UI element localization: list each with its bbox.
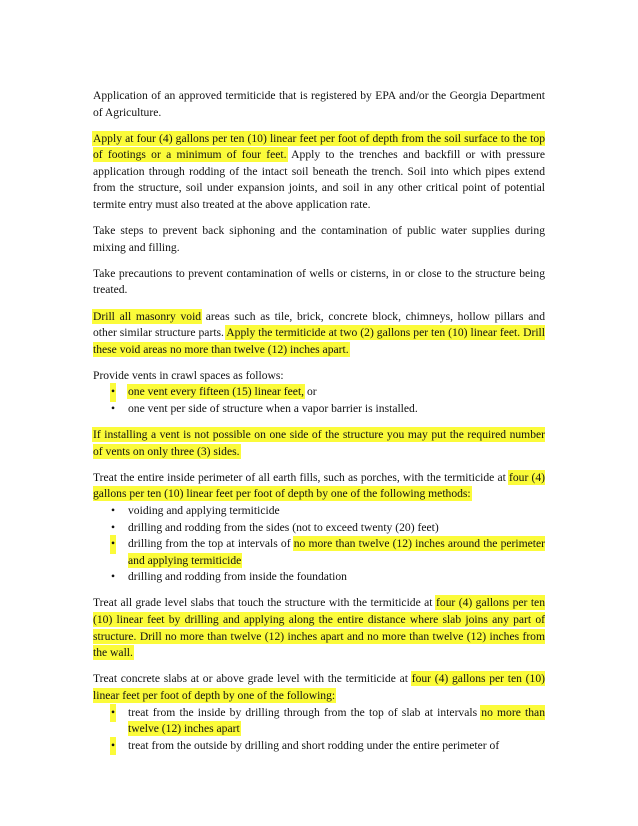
- paragraph-concrete-slabs: [93, 671, 545, 704]
- paragraph-text: areas such as tile, brick, concrete block, chimneys, hollow pillars and other similar structure parts.: [93, 309, 545, 340]
- section-concrete-slabs: [93, 671, 545, 754]
- paragraph-vent-not-possible: [93, 427, 545, 460]
- paragraph-wells-cisterns: [93, 266, 545, 299]
- bullet-icon: •: [111, 402, 116, 415]
- bullet-list: [93, 503, 545, 586]
- bullet-icon: •: [111, 536, 115, 553]
- paragraph-text: Treat concrete slabs at or above grade level with the termiticide at: [93, 672, 412, 686]
- list-item-text: drilling from the top at intervals of: [128, 537, 294, 551]
- bullet-list: [93, 705, 545, 755]
- bullet-icon: •: [111, 705, 115, 722]
- paragraph-text: Treat the entire inside perimeter of all earth fills, such as porches, with the termiticide at: [93, 470, 509, 484]
- paragraph-back-siphoning: [93, 223, 545, 256]
- list-item: [93, 384, 545, 401]
- paragraph-text: Apply to the trenches and backfill or with pressure application through rodding of the intact soil beneath the trench. Soil into which pipes extend from the structure, soil under expansion joints, and soil in any other critical point of potential termite entry must also treated at the above application rate.: [93, 148, 545, 212]
- list-item-text: drilling and rodding from the sides (not to exceed twenty (20) feet): [128, 520, 439, 534]
- bullet-icon: •: [111, 520, 116, 534]
- list-item-text: or: [304, 385, 317, 399]
- document-page: [93, 88, 545, 754]
- paragraph-approved-termiticide: [93, 88, 545, 121]
- bullet-icon: •: [111, 570, 116, 584]
- paragraph-text: Provide vents in crawl spaces as follows:: [93, 368, 284, 382]
- paragraph-vents-intro: [93, 368, 545, 385]
- list-item-text: treat from the outside by drilling and short rodding under the entire perimeter of: [128, 738, 500, 752]
- highlighted-text: no more than twelve (12) inches apart: [128, 705, 545, 736]
- paragraph-text: Treat all grade level slabs that touch the structure with the termiticide at: [93, 596, 436, 610]
- highlighted-text: one vent every fifteen (15) linear feet,: [128, 385, 305, 399]
- list-item: [93, 705, 545, 738]
- list-item-text: drilling and rodding from inside the foundation: [128, 570, 347, 584]
- bullet-icon: •: [111, 384, 115, 401]
- highlighted-text: four (4) gallons per ten (10) linear feet per foot of depth by one of the following methods:: [93, 470, 546, 501]
- highlighted-text: Drill all masonry void: [93, 309, 202, 323]
- highlighted-text: Apply the termiticide at two (2) gallons per ten (10) linear feet. Drill these void areas no more than twelve (12) inches apart.: [93, 326, 545, 356]
- list-item: [93, 503, 545, 520]
- bullet-list: [93, 384, 545, 417]
- list-item: [93, 569, 545, 586]
- paragraph-text: Take precautions to prevent contamination of wells or cisterns, in or close to the structure being treated.: [93, 266, 545, 297]
- list-item-text: one vent per side of structure when a vapor barrier is installed.: [128, 402, 418, 415]
- paragraph-text: Take steps to prevent back siphoning and the contamination of public water supplies during mixing and filling.: [93, 224, 545, 254]
- paragraph-masonry-void: [93, 309, 545, 359]
- list-item: [93, 738, 545, 755]
- section-crawl-space-vents: [93, 368, 545, 418]
- paragraph-text: Application of an approved termiticide that is registered by EPA and/or the Georgia Department of Agriculture.: [93, 89, 545, 119]
- paragraph-grade-level-slabs: [93, 595, 545, 661]
- paragraph-application-rate: [93, 131, 545, 214]
- highlighted-text: Apply at four (4) gallons per ten (10) linear feet per foot of depth from the soil surface to the top of footings or a minimum of four feet.: [93, 131, 545, 162]
- section-earth-fills: [93, 470, 545, 586]
- bullet-icon: •: [111, 503, 116, 517]
- highlighted-text: If installing a vent is not possible on one side of the structure you may put the required number of vents on only three (3) sides.: [93, 428, 545, 458]
- list-item: [93, 520, 545, 537]
- list-item-text: treat from the inside by drilling through from the top of slab at intervals: [128, 705, 482, 719]
- highlighted-text: four (4) gallons per ten (10) linear feet by drilling and applying along the entire distance where slab joins any part of structure. Drill no more than twelve (12) inches apart and no more than twelve (12) inches from the wall.: [93, 596, 545, 660]
- list-item-text: voiding and applying termiticide: [128, 503, 280, 517]
- paragraph-earth-fills: [93, 470, 545, 503]
- list-item: [93, 401, 545, 418]
- highlighted-text: four (4) gallons per ten (10) linear feet per foot of depth by one of the following:: [93, 672, 545, 702]
- highlighted-text: no more than twelve (12) inches around the perimeter and applying termiticide: [128, 537, 545, 567]
- bullet-icon: •: [111, 738, 115, 755]
- list-item: [93, 536, 545, 569]
